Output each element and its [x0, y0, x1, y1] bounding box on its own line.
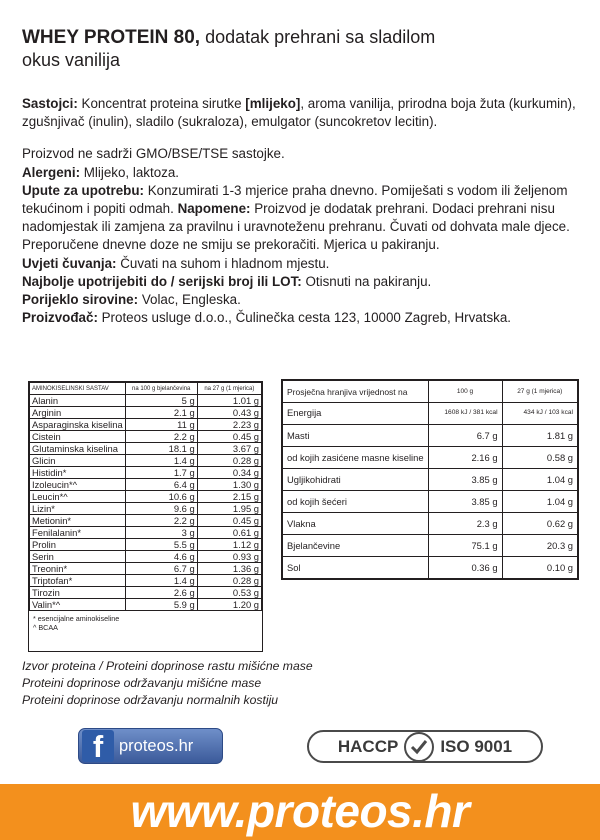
amino-row [30, 407, 262, 419]
nutrition-perserving-cell: 1.81 g [502, 425, 577, 447]
nutrition-perserving-cell: 20.3 g [502, 535, 577, 557]
amino-row [30, 503, 262, 515]
footer-bar [0, 784, 600, 840]
amino-per100-cell: 1.4 g [125, 575, 197, 587]
nutrition-name-cell: od kojih zasićene masne kiseline [283, 447, 429, 469]
nutrition-table-header [283, 381, 578, 403]
nutrition-per100-cell: 2.3 g [428, 513, 502, 535]
iso-label: ISO 9001 [440, 736, 513, 756]
amino-perserving-cell: 2.15 g [197, 491, 261, 503]
usage-paragraph [22, 182, 582, 255]
nutrition-perserving-cell: 0.62 g [502, 513, 577, 535]
nutrition-header-perserving: 27 g (1 mjerica) [502, 381, 577, 403]
facebook-handle: proteos.hr [119, 736, 194, 755]
nutrition-energy-label: Energija [283, 403, 429, 425]
nutrition-name-cell: Ugljikohidrati [283, 469, 429, 491]
amino-per100-cell: 2.2 g [125, 515, 197, 527]
amino-per100-cell: 5.5 g [125, 539, 197, 551]
amino-row [30, 587, 262, 599]
checkmark-circle-icon [404, 732, 434, 762]
amino-perserving-cell: 1.30 g [197, 479, 261, 491]
amino-per100-cell: 1.4 g [125, 455, 197, 467]
amino-per100-cell: 11 g [125, 419, 197, 431]
amino-row [30, 467, 262, 479]
amino-name-cell: Lizin* [30, 503, 126, 515]
amino-perserving-cell: 3.67 g [197, 443, 261, 455]
best-before-paragraph [22, 273, 582, 291]
ingredients-allergen: [mlijeko] [245, 96, 301, 111]
amino-row [30, 443, 262, 455]
product-flavor: okus vanilija [22, 50, 121, 70]
nutrition-name-cell: Sol [283, 557, 429, 579]
amino-name-cell: Izoleucin*^ [30, 479, 126, 491]
amino-per100-cell: 5.9 g [125, 599, 197, 611]
amino-row [30, 539, 262, 551]
amino-name-cell: Alanin [30, 395, 126, 407]
amino-row [30, 431, 262, 443]
ingredients-text: Koncentrat proteina sirutke [77, 96, 246, 111]
amino-row [30, 455, 262, 467]
ingredients-paragraph [22, 95, 582, 131]
nutrition-header-label: Prosječna hranjiva vrijednost na [283, 381, 429, 403]
nutrition-per100-cell: 0.36 g [428, 557, 502, 579]
amino-name-cell: Asparaginska kiselina [30, 419, 126, 431]
product-subtitle: dodatak prehrani sa sladilom [200, 27, 436, 47]
amino-per100-cell: 4.6 g [125, 551, 197, 563]
amino-per100-cell: 9.6 g [125, 503, 197, 515]
facebook-f-icon: f [82, 730, 114, 762]
ingredients-label: Sastojci: [22, 96, 78, 111]
nutrition-row [283, 513, 578, 535]
amino-perserving-cell: 0.28 g [197, 575, 261, 587]
producer-paragraph [22, 309, 582, 327]
best-before-text: Otisnuti na pakiranju. [301, 273, 432, 289]
amino-perserving-cell: 2.23 g [197, 419, 261, 431]
amino-row [30, 479, 262, 491]
facebook-badge [78, 728, 223, 764]
amino-note-essential: * esencijalne aminokiseline [33, 614, 120, 623]
amino-perserving-cell: 1.36 g [197, 563, 261, 575]
nutrition-row [283, 469, 578, 491]
amino-per100-cell: 5 g [125, 395, 197, 407]
amino-row [30, 419, 262, 431]
amino-name-cell: Treonin* [30, 563, 126, 575]
amino-acid-table [28, 381, 263, 652]
nutrition-row [283, 557, 578, 579]
nutrition-per100-cell: 3.85 g [428, 491, 502, 513]
amino-perserving-cell: 0.28 g [197, 455, 261, 467]
amino-perserving-cell: 0.93 g [197, 551, 261, 563]
amino-perserving-cell: 1.12 g [197, 539, 261, 551]
amino-header-per100: na 100 g bjelančevina [125, 383, 197, 395]
nutrition-name-cell: od kojih šećeri [283, 491, 429, 513]
amino-name-cell: Arginin [30, 407, 126, 419]
amino-name-cell: Glicin [30, 455, 126, 467]
allergens-label: Alergeni: [22, 164, 81, 180]
amino-perserving-cell: 0.45 g [197, 515, 261, 527]
storage-text: Čuvati na suhom i hladnom mjestu. [116, 255, 330, 271]
amino-note-bcaa: ^ BCAA [33, 623, 58, 632]
origin-paragraph [22, 291, 582, 309]
amino-per100-cell: 2.1 g [125, 407, 197, 419]
amino-row [30, 491, 262, 503]
amino-name-cell: Histidin* [30, 467, 126, 479]
amino-per100-cell: 10.6 g [125, 491, 197, 503]
nutrition-per100-cell: 6.7 g [428, 425, 502, 447]
nutrition-name-cell: Masti [283, 425, 429, 447]
amino-row [30, 563, 262, 575]
amino-name-cell: Prolin [30, 539, 126, 551]
label-text [22, 95, 582, 327]
amino-header-name: AMINOKISELINSKI SASTAV [30, 383, 126, 395]
nutrition-row [283, 491, 578, 513]
nutrition-name-cell: Vlakna [283, 513, 429, 535]
amino-per100-cell: 6.4 g [125, 479, 197, 491]
origin-text: Volac, Engleska. [138, 292, 241, 308]
nutrition-row-energy [283, 403, 578, 425]
amino-perserving-cell: 1.95 g [197, 503, 261, 515]
storage-paragraph [22, 255, 582, 273]
usage-label: Upute za upotrebu: [22, 182, 144, 198]
nutrition-perserving-cell: 1.04 g [502, 491, 577, 513]
amino-per100-cell: 1.7 g [125, 467, 197, 479]
amino-perserving-cell: 0.43 g [197, 407, 261, 419]
nutrition-row [283, 447, 578, 469]
best-before-label: Najbolje upotrijebiti do / serijski broj ili LOT: [22, 273, 302, 289]
nutrition-table [281, 379, 579, 580]
amino-name-cell: Triptofan* [30, 575, 126, 587]
nutrition-name-cell: Bjelančevine [283, 535, 429, 557]
claim-3: Proteini doprinose održavanju normalnih kostiju [22, 693, 279, 707]
nutrition-per100-cell: 2.16 g [428, 447, 502, 469]
nutrition-per100-cell: 75.1 g [428, 535, 502, 557]
nutrition-perserving-cell: 0.10 g [502, 557, 577, 579]
amino-name-cell: Leucin*^ [30, 491, 126, 503]
amino-row [30, 599, 262, 611]
nutrition-row [283, 425, 578, 447]
notes-text: Proizvod je dodatak prehrani. Dodaci prehrani nisu nadomjestak ili zamjena za pravilnu i uravnoteženu prehranu. Čuvati od dohvata male djece. Preporučene dnevne doze ne smiju se prekoračiti. Mjerica u pakiranju. [22, 201, 570, 253]
notes-label: Napomene: [177, 201, 251, 217]
producer-text: Proteos usluge d.o.o., Čulinečka cesta 123, 10000 Zagreb, Hrvatska. [97, 310, 512, 326]
amino-name-cell: Cistein [30, 431, 126, 443]
amino-perserving-cell: 0.61 g [197, 527, 261, 539]
nutrition-perserving-cell: 1.04 g [502, 469, 577, 491]
haccp-iso-badge [307, 730, 543, 763]
nutrition-energy-perserving: 434 kJ / 103 kcal [523, 409, 573, 416]
amino-per100-cell: 3 g [125, 527, 197, 539]
storage-label: Uvjeti čuvanja: [22, 255, 117, 271]
amino-perserving-cell: 1.20 g [197, 599, 261, 611]
usage-text: Konzumirati 1-3 mjerice praha dnevno. Pomiješati s vodom ili željenom tekućinom i popiti odmah. [22, 182, 568, 217]
allergens-text: Mlijeko, laktoza. [80, 164, 180, 180]
product-title [22, 26, 582, 72]
amino-row [30, 575, 262, 587]
amino-header-perserving: na 27 g (1 mjerica) [197, 383, 261, 395]
amino-perserving-cell: 0.53 g [197, 587, 261, 599]
amino-name-cell: Valin*^ [30, 599, 126, 611]
nutrition-perserving-cell: 0.58 g [502, 447, 577, 469]
product-name: WHEY PROTEIN 80, [22, 27, 201, 48]
health-claims [22, 658, 422, 709]
amino-row [30, 551, 262, 563]
amino-name-cell: Tirozin [30, 587, 126, 599]
amino-per100-cell: 2.2 g [125, 431, 197, 443]
nutrition-header-per100: 100 g [428, 381, 502, 403]
amino-name-cell: Metionin* [30, 515, 126, 527]
amino-name-cell: Serin [30, 551, 126, 563]
amino-perserving-cell: 0.34 g [197, 467, 261, 479]
amino-per100-cell: 18.1 g [125, 443, 197, 455]
allergens-paragraph [22, 164, 582, 182]
amino-per100-cell: 2.6 g [125, 587, 197, 599]
producer-label: Proizvođač: [22, 310, 98, 326]
nutrition-energy-per100: 1608 kJ / 381 kcal [444, 409, 498, 416]
amino-table-header [30, 383, 262, 395]
amino-name-cell: Fenilalanin* [30, 527, 126, 539]
amino-perserving-cell: 0.45 g [197, 431, 261, 443]
amino-row [30, 395, 262, 407]
amino-notes [29, 611, 262, 632]
gmo-statement: Proizvod ne sadrži GMO/BSE/TSE sastojke. [22, 146, 285, 162]
amino-name-cell: Glutaminska kiselina [30, 443, 126, 455]
amino-row [30, 527, 262, 539]
claim-1: Izvor proteina / Proteini doprinose rastu mišićne mase [22, 659, 313, 673]
amino-row [30, 515, 262, 527]
amino-perserving-cell: 1.01 g [197, 395, 261, 407]
claim-2: Proteini doprinose održavanju mišićne mase [22, 676, 262, 690]
origin-label: Porijeklo sirovine: [22, 292, 139, 308]
website-url: www.proteos.hr [130, 785, 470, 837]
ingredients-text-rest: , aroma vanilija, prirodna boja žuta (kurkumin), zgušnjivač (inulin), sladilo (sukraloza), emulgator (suncokretov lecitin). [22, 96, 576, 130]
amino-per100-cell: 6.7 g [125, 563, 197, 575]
nutrition-row [283, 535, 578, 557]
haccp-label: HACCP [337, 736, 399, 756]
nutrition-per100-cell: 3.85 g [428, 469, 502, 491]
